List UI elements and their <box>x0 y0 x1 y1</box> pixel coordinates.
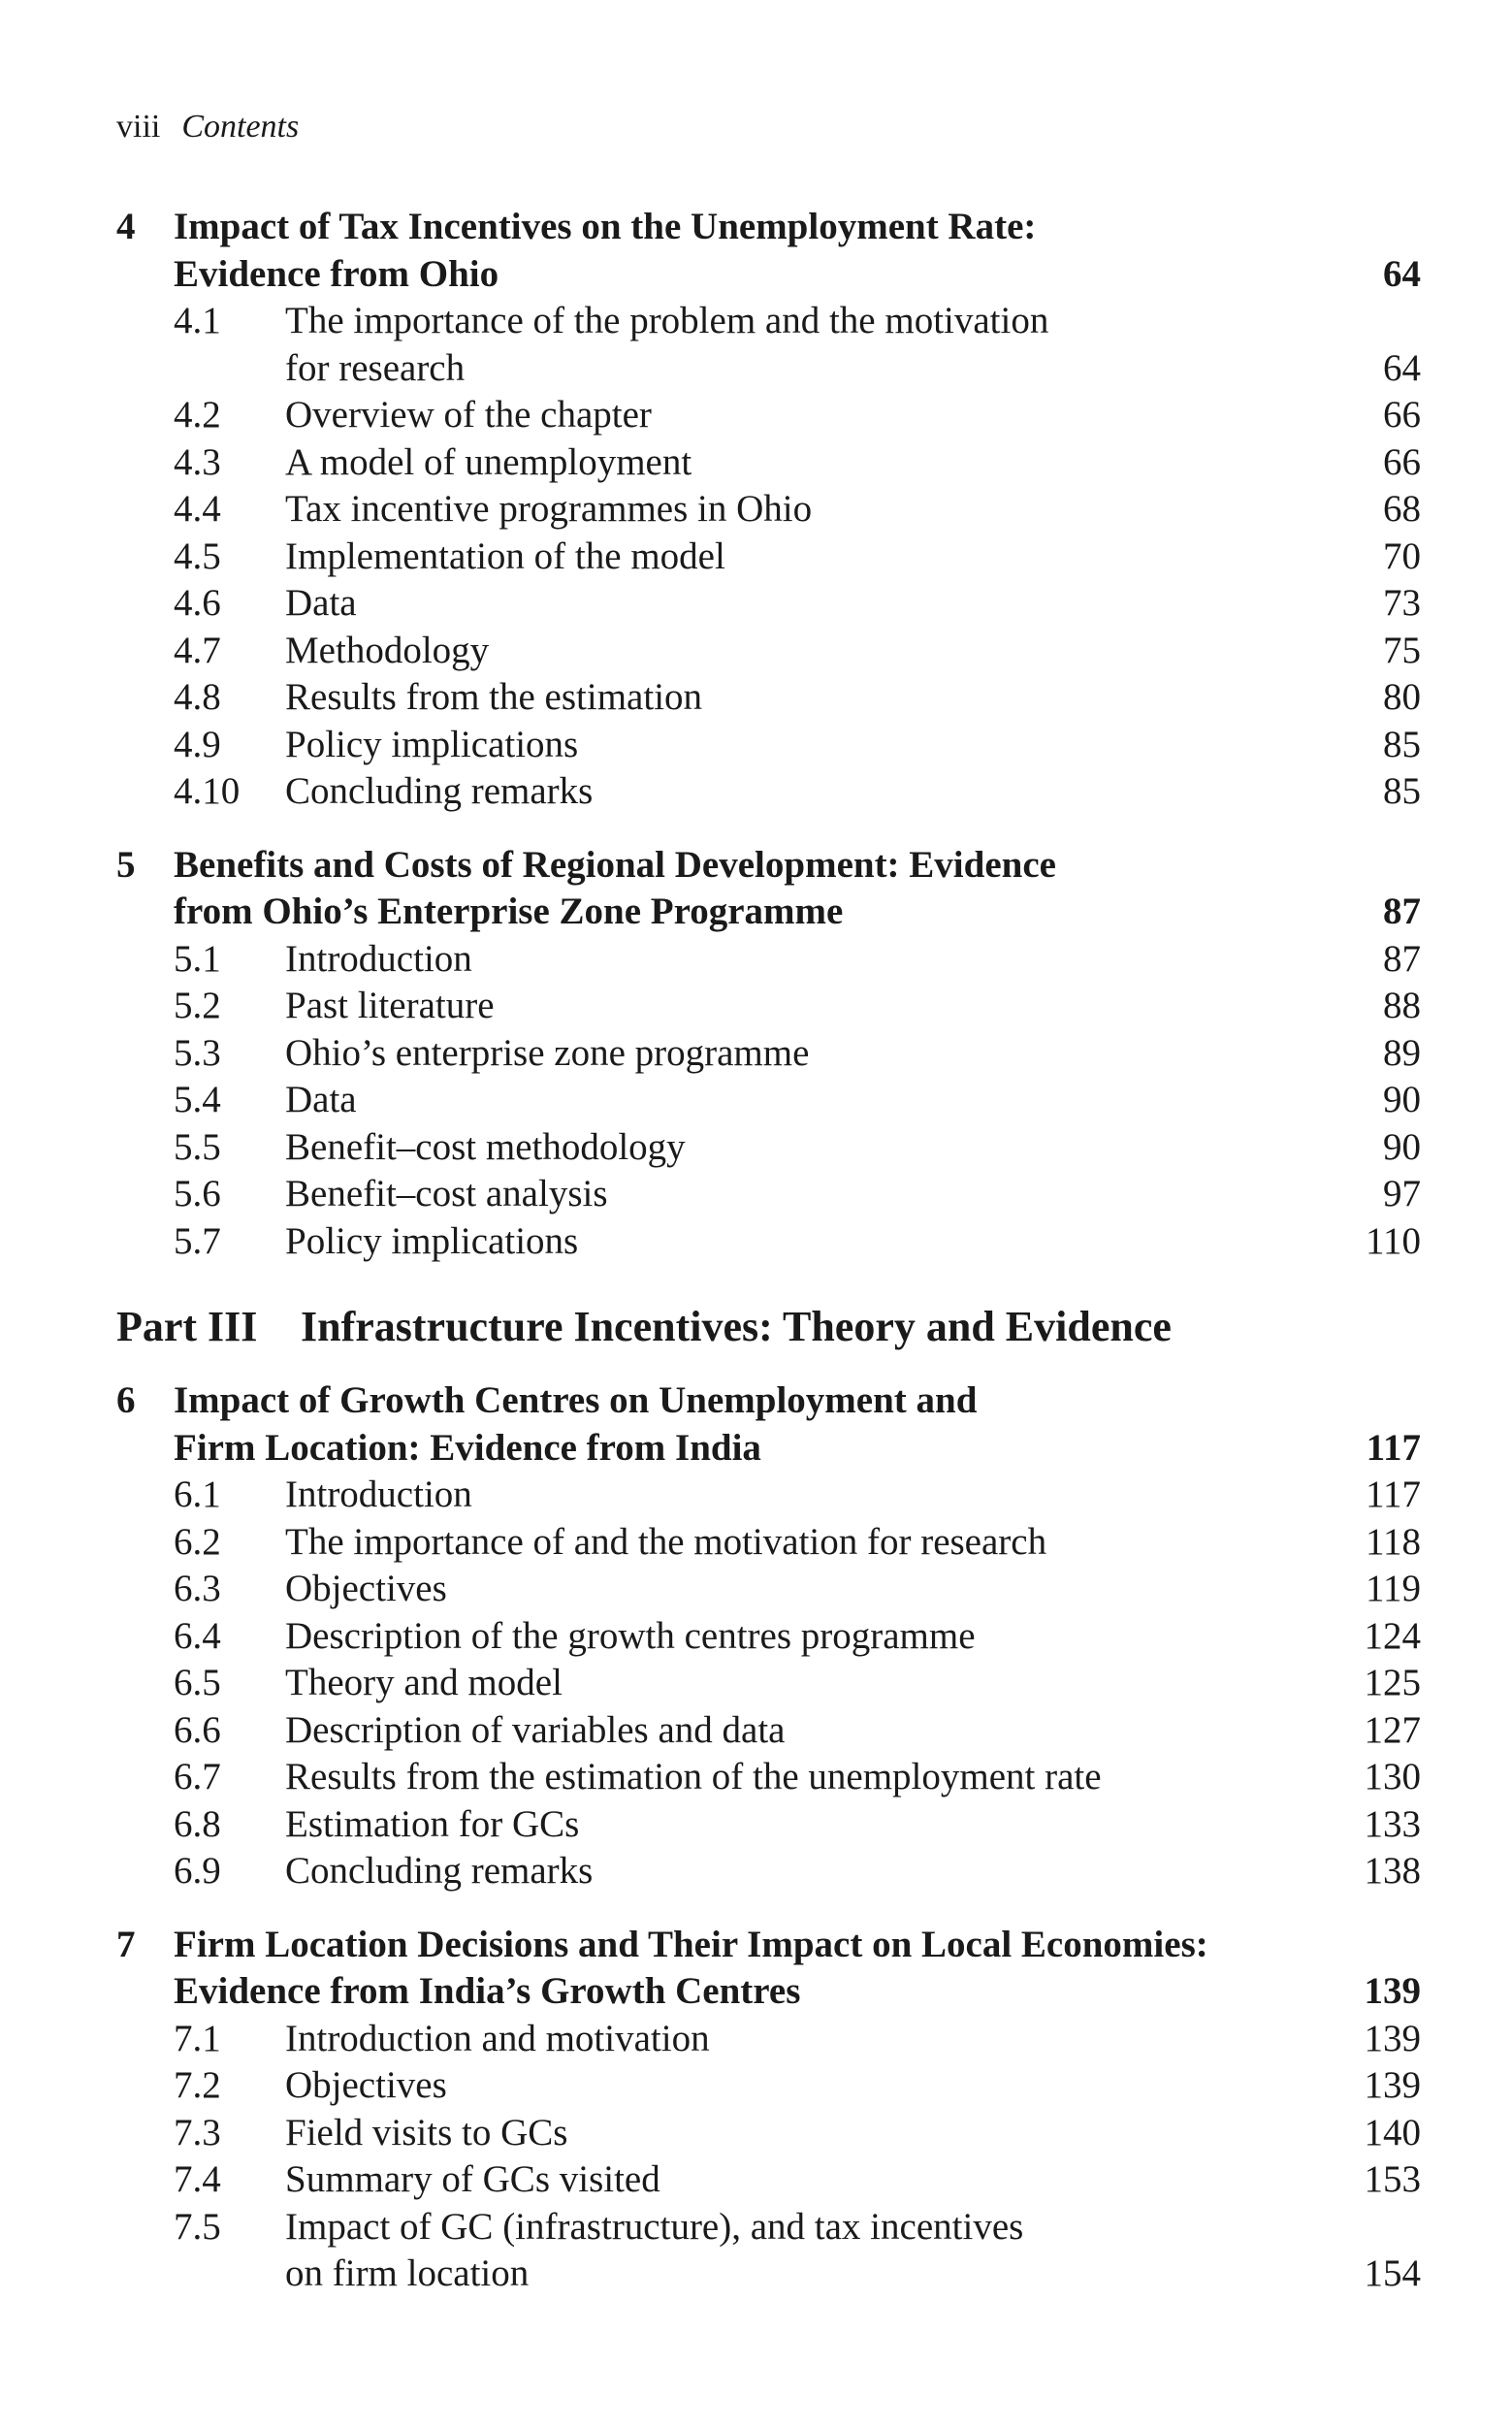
toc-entry[interactable]: 4.5 Implementation of the model 70 <box>174 534 1421 577</box>
toc-entry[interactable]: 6.6 Description of variables and data 127 <box>174 1708 1421 1751</box>
toc-entry[interactable]: 5.7 Policy implications 110 <box>174 1219 1421 1262</box>
chapter-number: 6 <box>116 1379 136 1421</box>
toc-entry[interactable]: 5.5 Benefit–cost methodology 90 <box>174 1125 1421 1168</box>
toc-entry[interactable]: 7.4 Summary of GCs visited 153 <box>174 2158 1421 2200</box>
part-title: Infrastructure Incentives: Theory and Evidence <box>301 1303 1172 1350</box>
chapter-title: Benefits and Costs of Regional Development: Evidence from Ohio’s Enterprise Zone Programme <box>174 843 1056 932</box>
toc-entry[interactable]: 5.1 Introduction 87 <box>174 937 1421 980</box>
toc-entry[interactable]: 6.9 Concluding remarks 138 <box>174 1850 1421 1892</box>
toc-entry[interactable]: 4.7 Methodology 75 <box>174 629 1421 671</box>
toc-entry[interactable]: 5.3 Ohio’s enterprise zone programme 89 <box>174 1031 1421 1074</box>
toc-entry[interactable]: 6.3 Objectives 119 <box>174 1568 1421 1609</box>
toc-entry[interactable]: 4.1 The importance of the problem and the motivation for research 64 <box>174 300 1421 389</box>
toc-entry[interactable]: 6.2 The importance of and the motivation for research 118 <box>174 1520 1421 1563</box>
toc-entry[interactable]: 4.6 Data 73 <box>174 582 1421 624</box>
chapter-heading[interactable] <box>116 204 1421 298</box>
toc-entry[interactable]: 5.4 Data 90 <box>174 1079 1421 1120</box>
page-folio: viii <box>116 109 161 145</box>
toc-entry[interactable]: 5.2 Past literature 88 <box>174 985 1421 1026</box>
chapter-heading[interactable] <box>116 842 1421 936</box>
toc-entry[interactable]: 4.3 A model of unemployment 66 <box>174 440 1421 483</box>
chapter-heading[interactable] <box>116 1377 1421 1472</box>
part-heading[interactable] <box>116 1302 1421 1352</box>
chapter-heading[interactable] <box>116 1922 1421 2016</box>
chapter-title: Impact of Tax Incentives on the Unemployment Rate: Evidence from Ohio <box>174 206 1037 295</box>
chapter-title: Impact of Growth Centres on Unemployment and Firm Location: Evidence from India <box>174 1379 978 1469</box>
chapter-number: 7 <box>116 1923 136 1965</box>
toc-entry[interactable]: 6.5 Theory and model 125 <box>174 1662 1421 1703</box>
chapter-number: 5 <box>116 843 136 886</box>
chapter-page: 87 <box>1383 891 1421 932</box>
toc-entry[interactable]: 4.2 Overview of the chapter 66 <box>174 394 1421 436</box>
toc-entry[interactable]: 7.3 Field visits to GCs 140 <box>174 2111 1421 2154</box>
toc-entry[interactable]: 6.7 Results from the estimation of the unemployment rate 130 <box>174 1756 1421 1797</box>
part-label: Part III <box>116 1303 258 1350</box>
toc-entry[interactable]: 6.4 Description of the growth centres programme 124 <box>174 1614 1421 1657</box>
chapter-7 <box>116 1922 1421 2298</box>
chapter-5 <box>116 842 1421 1266</box>
chapter-page: 117 <box>1366 1426 1421 1469</box>
toc-entry[interactable]: 4.8 Results from the estimation 80 <box>174 676 1421 718</box>
chapter-title: Firm Location Decisions and Their Impact on Local Economies: Evidence from India’s Growth Centres <box>174 1923 1208 2012</box>
running-head-title: Contents <box>181 109 300 145</box>
toc-entry[interactable]: 7.1 Introduction and motivation 139 <box>174 2017 1421 2059</box>
chapter-4 <box>116 204 1421 816</box>
toc-entry[interactable]: 4.9 Policy implications 85 <box>174 723 1421 765</box>
running-head <box>116 109 299 146</box>
toc-entry[interactable]: 7.2 Objectives 139 <box>174 2064 1421 2106</box>
chapter-6 <box>116 1377 1421 1895</box>
chapter-number: 4 <box>116 206 136 247</box>
toc-entry[interactable]: 6.8 Estimation for GCs 133 <box>174 1802 1421 1845</box>
chapter-page: 64 <box>1383 252 1421 295</box>
toc-entry[interactable]: 4.4 Tax incentive programmes in Ohio 68 <box>174 488 1421 530</box>
chapter-page: 139 <box>1364 1970 1421 2012</box>
toc-entry[interactable]: 4.10 Concluding remarks 85 <box>174 770 1421 812</box>
toc-entry[interactable]: 7.5 Impact of GC (infrastructure), and tax incentives on firm location 154 <box>174 2205 1421 2294</box>
table-of-contents <box>116 204 1421 2324</box>
toc-entry[interactable]: 6.1 Introduction 117 <box>174 1474 1421 1515</box>
toc-entry[interactable]: 5.6 Benefit–cost analysis 97 <box>174 1173 1421 1214</box>
